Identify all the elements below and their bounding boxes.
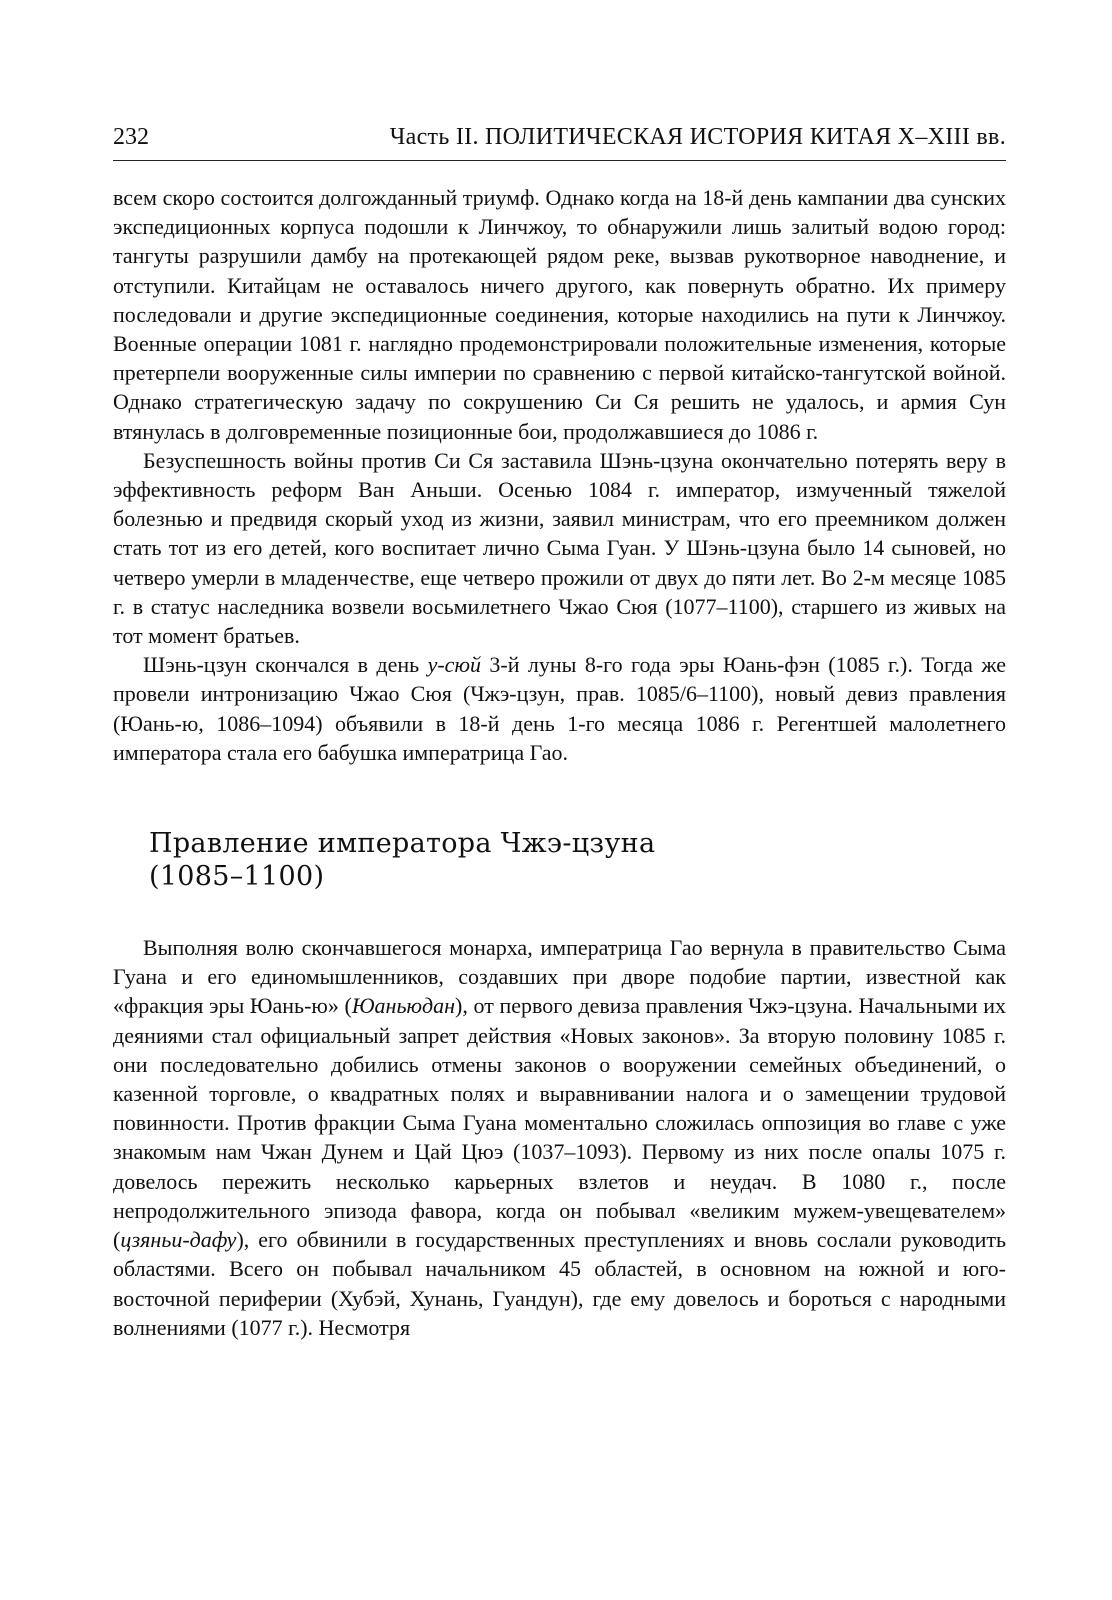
section-heading: [149, 827, 1006, 893]
section-heading-line-1: Правление императора Чжэ-цзуна: [149, 828, 656, 860]
running-header: [113, 122, 1006, 161]
italic-term: у-сюй: [427, 652, 481, 678]
running-title: Часть II. ПОЛИТИЧЕСКАЯ ИСТОРИЯ КИТАЯ X–XIII вв.: [389, 124, 1006, 150]
body-text: [113, 183, 1006, 1342]
paragraph-4: Выполняя волю скончавшегося монарха, императрица Гао вернула в правительство Сыма Гуана и его единомышленников, создавших при дворе подобие партии, известной как «фракция эры Юань-ю» (Юаньюдан), от первого девиза правления Чжэ-цзуна. Начальными их деяниями стал официальный запрет действия «Новых законов». За вторую половину 1085 г. они последовательно добились отмены законов о вооружении семейных объединений, о казенной торговле, о квадратных полях и выравнивании налога и о замещении трудовой повинности. Против фракции Сыма Гуана моментально сложилась оппозиция во главе с уже знакомым нам Чжан Дунем и Цай Цюэ (1037–1093). Первому из них после опалы 1075 г. довелось пережить несколько карьерных взлетов и неудач. В 1080 г., после непродолжительного эпизода фавора, когда он побывал «великим мужем-увещевателем» (цзяньи-дафу), его обвинили в государственных преступлениях и вновь сослали руководить областями. Всего он побывал начальником 45 областей, в основном на южной и юго-восточной периферии (Хубэй, Хунань, Гуандун), где ему довелось и бороться с народными волнениями (1077 г.). Несмотря: [113, 935, 1006, 1340]
section-heading-line-2: (1085–1100): [149, 861, 325, 893]
page-number: 232: [113, 124, 149, 150]
paragraph-2: Безуспешность войны против Си Ся заставила Шэнь-цзуна окончательно потерять веру в эффективность реформ Ван Аньши. Осенью 1084 г. император, измученный тяжелой болезнью и предвидя скорый уход из жизни, заявил министрам, что его преемником должен стать тот из его детей, кого воспитает лично Сыма Гуан. У Шэнь-цзуна было 14 сыновей, но четверо умерли в младенчестве, еще четверо прожили от двух до пяти лет. Во 2-м месяце 1085 г. в статус наследника возвели восьмилетнего Чжао Сюя (1077–1100), старшего из живых на тот момент братьев.: [113, 447, 1006, 649]
italic-term: цзяньи-дафу: [120, 1227, 237, 1253]
paragraph-3: Шэнь-цзун скончался в день у-сюй 3-й луны 8-го года эры Юань-фэн (1085 г.). Тогда же провели интронизацию Чжао Сюя (Чжэ-цзун, прав. 1085/6–1100), новый девиз правления (Юань-ю, 1086–1094) объявили в 18-й день 1-го месяца 1086 г. Регентшей малолетнего императора стала его бабушка императрица Гао.: [113, 652, 1006, 765]
paragraph-1: всем скоро состоится долгожданный триумф. Однако когда на 18-й день кампании два сунских экспедиционных корпуса подошли к Линчжоу, то обнаружили лишь залитый водою город: тангуты разрушили дамбу на протекающей рядом реке, вызвав рукотворное наводнение, и отступили. Китайцам не оставалось ничего другого, как повернуть обратно. Их примеру последовали и другие экспедиционные соединения, которые находились на пути к Линчжоу. Военные операции 1081 г. наглядно продемонстрировали положительные изменения, которые претерпели вооруженные силы империи по сравнению с первой китайско-тангутской войной. Однако стратегическую задачу по сокрушению Си Ся решить не удалось, и армия Сун втянулась в долговременные позиционные бои, продолжавшиеся до 1086 г.: [113, 185, 1006, 444]
italic-term: Юаньюдан: [351, 993, 456, 1019]
book-page: [113, 122, 1006, 1342]
